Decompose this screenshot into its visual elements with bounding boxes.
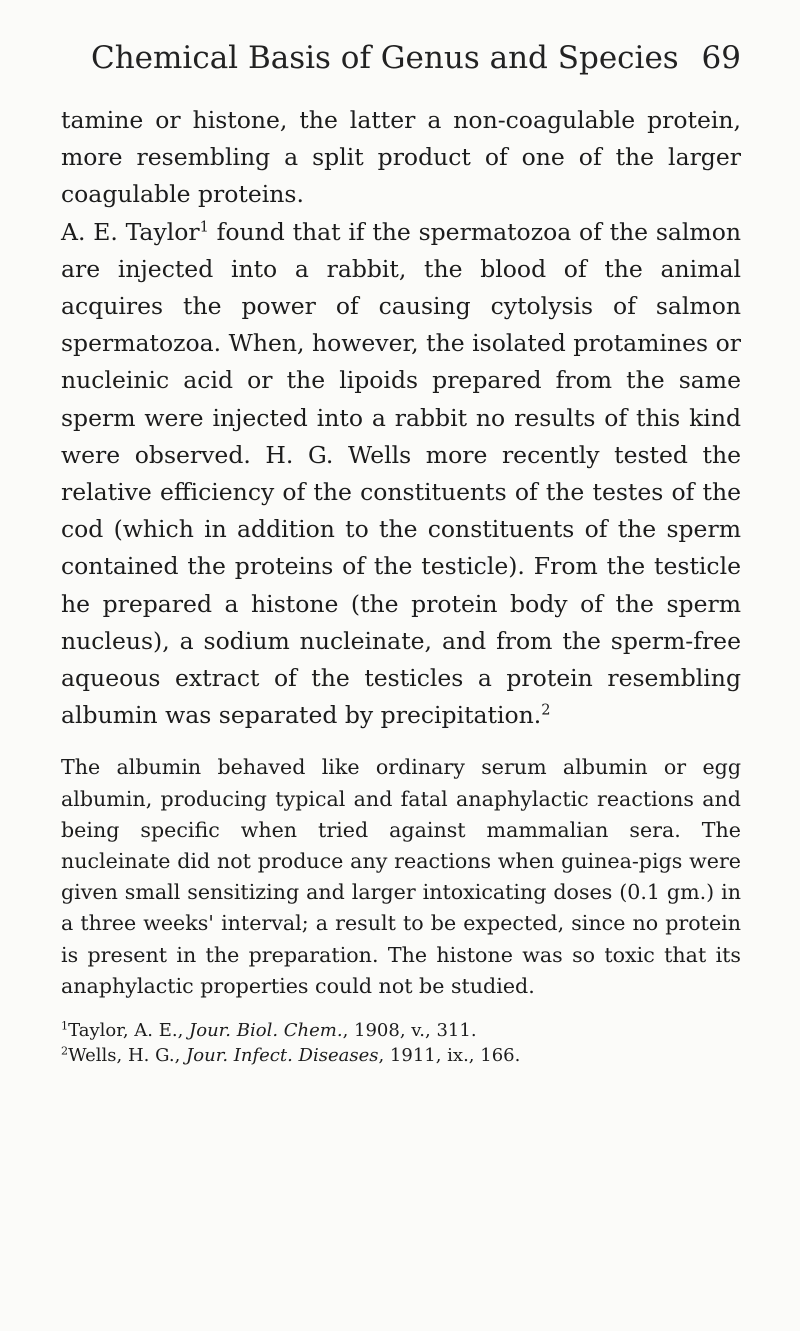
book-page (61, 40, 741, 1068)
paragraph-text: found that if the spermatozoa of the salmon are injected into a rabbit, the blood of the animal acquires the power of causing cytolysis of salmon spermatozoa. When, however, the isolated protamines or nucleinic acid or the lipoids prepared from the same sperm were injected into a rabbit no results of this kind were observed. H. G. Wells more recently tested the relative efficiency of the constituents of the testes of the cod (which in addition to the constituents of the sperm contained the proteins of the testicle). From the testicle he prepared a histone (the protein body of the sperm nucleus), a sodium nucleinate, and from the sperm-free aqueous extract of the testicles a protein resembling albumin was separated by precipitation. (61, 217, 741, 730)
journal-title: Jour. Infect. Diseases (186, 1045, 379, 1067)
footnotes (61, 1018, 741, 1068)
footnote-mark: 2 (61, 1044, 69, 1058)
footnote-ref-2[interactable]: 2 (541, 701, 551, 719)
footnote-mark: 1 (61, 1019, 69, 1033)
journal-title: Jour. Biol. Chem. (189, 1020, 343, 1042)
paragraph-text: The albumin behaved like ordinary serum albumin or egg albumin, producing typical and fatal anaphylactic reactions and being specific when tried against mammalian sera. The nucleinate did not produce any reactions when guinea-pigs were given small sensitizing and larger intoxicating doses (0.1 gm.) in a three weeks' interval; a result to be expected, since no protein is present in the preparation. The histone was so toxic that its anaphylactic properties could not be studied. (61, 755, 741, 998)
paragraph-continued (61, 102, 741, 214)
paragraph-taylor (61, 214, 741, 735)
paragraph-albumin (61, 752, 741, 1002)
page-number: 69 (701, 40, 741, 76)
running-title: Chemical Basis of Genus and Species (91, 40, 679, 76)
footnote-2: $^2$Wells, H. G., Jour. Infect. Diseases, 1911, ix., 166. (61, 1044, 521, 1067)
running-header (61, 40, 741, 90)
paragraph-text: A. E. Taylor (61, 217, 200, 246)
footnote-ref-1[interactable]: 1 (199, 217, 209, 235)
paragraph-text: tamine or histone, the latter a non-coagulable protein, more resembling a split product of one of the larger coagulable proteins. (61, 106, 741, 209)
footnote-1: $^1$Taylor, A. E., Jour. Biol. Chem., 1908, v., 311. (61, 1019, 477, 1042)
